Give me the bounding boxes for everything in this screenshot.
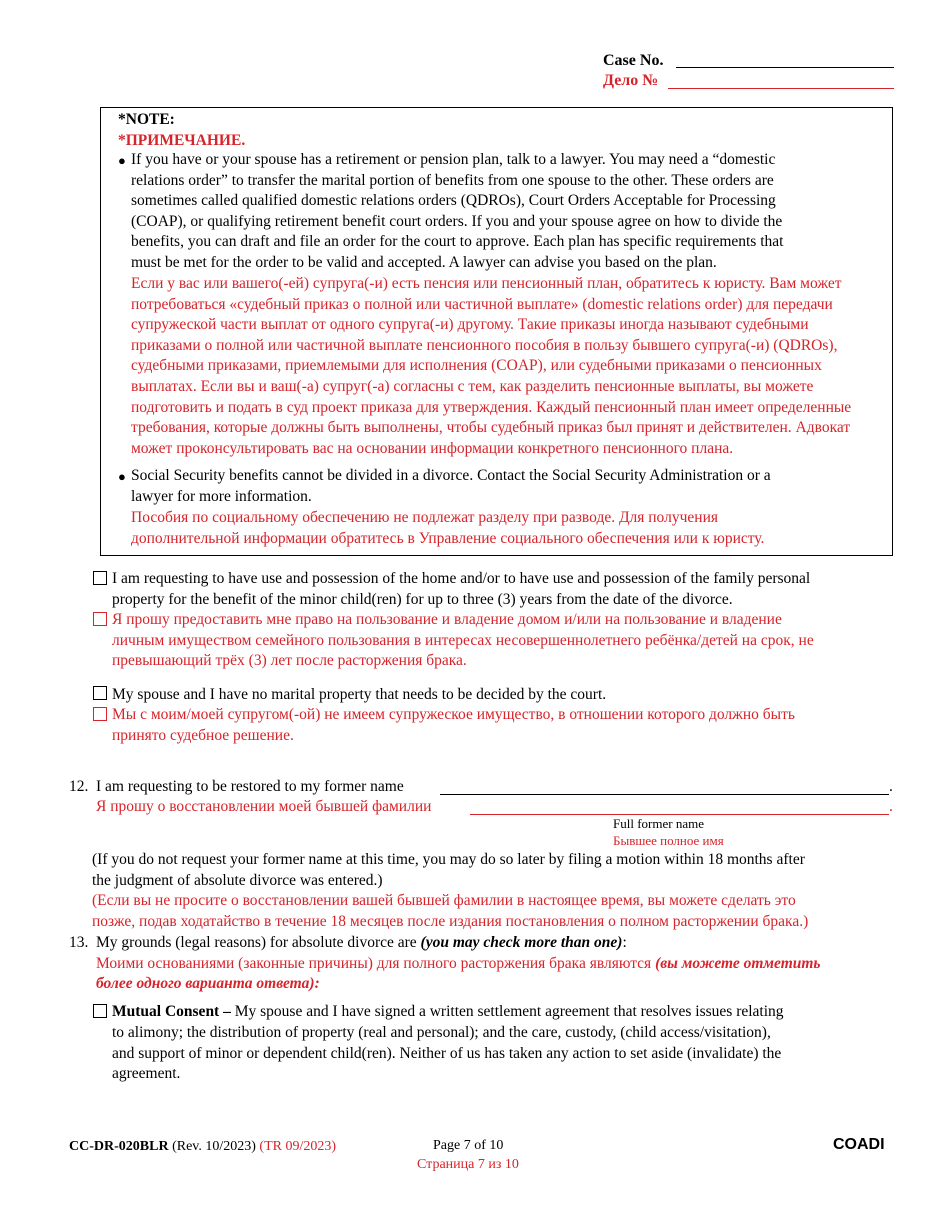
- coadi-mark: COADI: [833, 1136, 885, 1153]
- page-number: Page 7 of 10: [433, 1138, 504, 1153]
- text-line: (If you do not request your former name at this time, you may do so later by filing a motion within 18 months after: [92, 851, 805, 868]
- text-line: I am requesting to have use and possession of the home and/or to have use and possession of the family personal: [112, 570, 811, 587]
- grounds-heading: [96, 933, 627, 954]
- grounds-heading-ru-emph-2: более одного варианта ответа):: [96, 975, 320, 992]
- case-number-field-ru[interactable]: [668, 88, 894, 89]
- home-use-checkbox-ru[interactable]: [93, 612, 107, 626]
- text-line: must be met for the order to be valid and accepted. A lawyer can advise you based on the plan.: [131, 254, 717, 271]
- former-name-label-ru: Я прошу о восстановлении моей бывшей фамилии: [96, 798, 432, 815]
- case-number-label: Case No.: [603, 52, 664, 69]
- text-line: судебными приказами, приемлемыми для исполнения (COAP), или судебными приказами о пенсионных: [131, 357, 822, 375]
- text-line: the judgment of absolute divorce was entered.): [92, 871, 383, 889]
- former-name-caption: Full former name: [613, 816, 704, 831]
- text-line: relations order” to transfer the marital portion of benefits from one spouse to the other. These orders are: [131, 171, 774, 189]
- text-line: превышающий трёх (3) лет после расторжения брака.: [112, 652, 467, 670]
- former-name-period-ru: .: [889, 798, 893, 815]
- bullet-icon: ●: [118, 153, 126, 168]
- text-line: lawyer for more information.: [131, 487, 312, 505]
- grounds-heading-text: My grounds (legal reasons) for absolute divorce are: [96, 934, 421, 951]
- text-line: Я прошу предоставить мне право на пользование и владение домом и/или на пользование и владение: [112, 611, 782, 628]
- grounds-heading-ru-emph: (вы можете отметить: [655, 955, 821, 972]
- form-rev: (Rev. 10/2023): [168, 1139, 256, 1154]
- page-number-ru: Страница 7 из 10: [417, 1157, 519, 1172]
- text-line: agreement.: [112, 1065, 181, 1083]
- text-line: Пособия по социальному обеспечению не подлежат разделу при разводе. Для получения: [131, 509, 718, 526]
- item-12-number: 12.: [69, 778, 89, 795]
- mutual-consent-title: Mutual Consent –: [112, 1003, 231, 1020]
- text-line: benefits, you can draft and file an order for the court to approve. Each plan has specific requirements that: [131, 233, 784, 251]
- text-line: and support of minor or dependent child(ren). Neither of us has taken any action to set aside (invalidate) the: [112, 1044, 782, 1062]
- text-line: супружеской части выплат от одного супруга(-и) другому. Такие приказы иногда называют судебными: [131, 316, 809, 334]
- former-name-caption-ru: Бывшее полное имя: [613, 833, 724, 848]
- text-line: property for the benefit of the minor child(ren) for up to three (3) years from the date of the divorce.: [112, 590, 733, 608]
- grounds-heading-ru: [96, 954, 821, 975]
- text-line: If you have or your spouse has a retirement or pension plan, talk to a lawyer. You may need a “domestic: [131, 151, 776, 168]
- text-line: Мы с моим/моей супругом(-ой) не имеем супружеское имущество, в отношении которого должно быть: [112, 706, 795, 723]
- grounds-heading-colon: :: [622, 934, 627, 951]
- text-line: Social Security benefits cannot be divided in a divorce. Contact the Social Security Administration or a: [131, 467, 771, 484]
- text-line: (Если вы не просите о восстановлении вашей бывшей фамилии в настоящее время, вы можете сделать это: [92, 892, 796, 909]
- former-name-period: .: [889, 778, 893, 795]
- text-line: (COAP), or qualifying retirement benefit court orders. If you and your spouse agree on how to divide the: [131, 212, 783, 230]
- item-13-number: 13.: [69, 934, 89, 951]
- mutual-consent-text: My spouse and I have signed a written settlement agreement that resolves issues relating: [230, 1003, 784, 1020]
- no-property-checkbox[interactable]: [93, 686, 107, 700]
- former-name-field[interactable]: [440, 794, 889, 795]
- grounds-heading-emph: (you may check more than one): [420, 934, 623, 951]
- grounds-heading-ru-text: Моими основаниями (законные причины) для полного расторжения брака являются: [96, 955, 656, 972]
- case-number-field[interactable]: [676, 67, 894, 68]
- text-line: подготовить и подать в суд проект приказа для утверждения. Каждый пенсионный план имеет определенные: [131, 398, 852, 416]
- form-tr: (TR 09/2023): [255, 1139, 337, 1154]
- note-title-ru: *ПРИМЕЧАНИЕ.: [118, 132, 246, 149]
- text-line: личным имуществом семейного пользования в интересах несовершеннолетнего ребёнка/детей на срок, не: [112, 631, 814, 649]
- bullet-icon: ●: [118, 469, 126, 484]
- no-property-checkbox-ru[interactable]: [93, 707, 107, 721]
- text-line: потребоваться «судебный приказ о полной или частичной выплате» (domestic relations order) для передачи: [131, 295, 833, 313]
- text-line: to alimony; the distribution of property (real and personal); and the care, custody, (child access/visitation),: [112, 1024, 771, 1041]
- text-line: выплатах. Если вы и ваш(-а) супруг(-а) согласны с тем, как разделить пенсионные выплаты, вы можете: [131, 378, 814, 395]
- form-id-line: [69, 1139, 336, 1155]
- text-line: позже, подав ходатайство в течение 18 месяцев после издания постановления о полном расторжении брака.): [92, 912, 809, 930]
- case-number-label-ru: Дело №: [603, 72, 659, 89]
- note-title: *NOTE:: [118, 111, 175, 128]
- text-line: требования, которые должны быть выполнены, чтобы судебный приказ был принят и действителен. Адвокат: [131, 419, 851, 437]
- text-line: My spouse and I have no marital property that needs to be decided by the court.: [112, 686, 607, 703]
- text-line: принято судебное решение.: [112, 726, 294, 744]
- mutual-consent-first-line: [112, 1002, 784, 1023]
- home-use-checkbox[interactable]: [93, 571, 107, 585]
- form-id: CC-DR-020BLR: [69, 1139, 169, 1154]
- text-line: приказами о полной или частичной выплате пенсионного пособия в пользу бывшего супруга(-и) (QDROs),: [131, 336, 838, 354]
- text-line: Если у вас или вашего(-ей) супруга(-и) есть пенсия или пенсионный план, обратитесь к юристу. Вам может: [131, 275, 842, 292]
- text-line: sometimes called qualified domestic relations orders (QDROs), Court Orders Acceptable for Processing: [131, 192, 776, 210]
- text-line: может проконсультировать вас на основании информации конкретного пенсионного плана.: [131, 439, 734, 457]
- former-name-label: I am requesting to be restored to my former name: [96, 778, 404, 795]
- text-line: дополнительной информации обратитесь в Управление социального обеспечения или к юристу.: [131, 529, 765, 547]
- mutual-consent-checkbox[interactable]: [93, 1004, 107, 1018]
